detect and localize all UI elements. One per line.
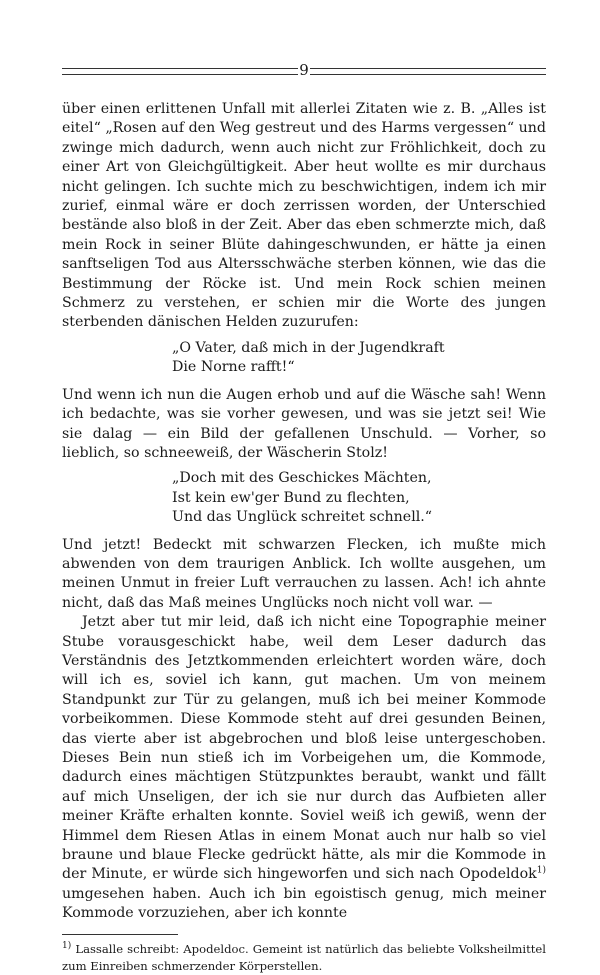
paragraph-2: Und wenn ich nun die Augen erhob und auf die Wäsche sah! Wenn ich bedachte, was sie vorher gewesen, und was sie jetzt sei! Wie sie dalag — ein Bild der gefallenen Unschuld. — Vorher, so lieblich, so schneeweiß, der Wäscherin Stolz! (62, 386, 546, 461)
verse-line: „Doch mit des Geschickes Mächten, (172, 470, 432, 487)
paragraph-4-text-continued: umgesehen haben. Auch ich bin egoistisch genug, mich meiner Kommode vorzuziehen, aber ich konnte (62, 885, 546, 922)
verse-line: Ist kein ew'ger Bund zu flechten, (172, 489, 410, 506)
verse-quote-1 (172, 339, 546, 378)
paragraph-1: über einen erlittenen Unfall mit allerlei Zitaten wie z. B. „Alles ist eitel“ „Rosen auf den Weg gestreut und des Harms vergessen“ und zwinge mich dadurch, wenn auch nicht zur Fröhlichkeit, doch zu einer Art von Gleichgültigkeit. Aber heut wollte es mir durchaus nicht gelingen. Ich suchte mich zu beschwichtigen, indem ich mir zurief, einmal wäre er doch zerrissen worden, der Unterschied bestände also bloß in der Zeit. Aber das eben schmerzte mich, daß mein Rock in seiner Blüte dahingeschwunden, er hätte ja einen sanftseligen Tod aus Altersschwäche sterben können, wie das die Bestimmung der Röcke ist. Und mein Rock schien meinen Schmerz zu verstehen, er schien mir die Worte des jungen sterbenden dänischen Helden zuzurufen: (62, 101, 546, 331)
footnote-reference: 1) (536, 865, 546, 876)
footnote-text: Lassalle schreibt: Apodeldoc. Gemeint ist natürlich das beliebte Volksheilmittel zum Einreiben schmerzender Körperstellen. (62, 941, 546, 973)
page-header (62, 60, 546, 84)
verse-quote-2 (172, 469, 546, 527)
paragraph-4-text: Jetzt aber tut mir leid, daß ich nicht eine Topographie meiner Stube vorausgeschickt habe, weil dem Leser dadurch das Verständnis des Jetztkommenden erleichtert worden wäre, doch will ich es, soviel ich kann, gut machen. Um von meinem Standpunkt zur Tür zu gelangen, muß ich bei meiner Kommode vorbeikommen. Diese Kommode steht auf drei gesunden Beinen, das vierte aber ist abgebrochen und bloß leise untergeschoben. Dieses Bein nun stieß ich im Vorbeigehen um, die Kommode, dadurch eines mächtigen Stützpunktes beraubt, wankt und fällt auf mich Unseligen, der ich sie nur durch das Aufbieten aller meiner Kräfte erhalten konnte. Soviel weiß ich gewiß, wenn der Himmel dem Riesen Atlas in einem Monat auch nur halb so viel braune und blaue Flecke gedrückt hätte, als mir die Kommode in der Minute, er würde sich hingeworfen und sich nach Opodeldok (62, 614, 546, 883)
book-page (62, 60, 546, 975)
footnote (62, 941, 546, 975)
header-rule-right (310, 68, 546, 75)
footnote-marker: 1) (62, 940, 72, 951)
verse-line: Die Norne rafft!“ (172, 359, 295, 376)
verse-line: „O Vater, daß mich in der Jugendkraft (172, 339, 445, 356)
verse-line: Und das Unglück schreitet schnell.“ (172, 509, 433, 526)
paragraph-3: Und jetzt! Bedeckt mit schwarzen Flecken, ich mußte mich abwenden von dem traurigen Anblick. Ich wollte ausgehen, um meinen Unmut in freier Luft verrauchen zu lassen. Ach! ich ahnte nicht, daß das Maß meines Unglücks noch nicht voll war. — (62, 536, 546, 611)
page-number: 9 (299, 61, 309, 79)
footnote-separator (62, 934, 178, 935)
paragraph-4 (62, 613, 546, 924)
body-text (62, 100, 546, 924)
